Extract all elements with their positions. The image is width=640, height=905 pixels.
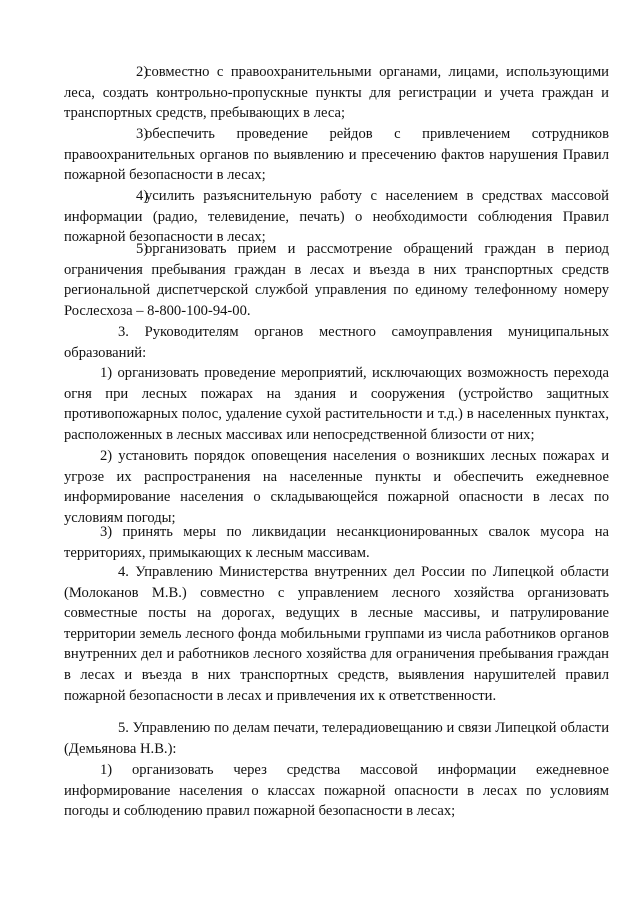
section-3-item-3 [64,522,609,563]
item-number: 5) [136,241,149,257]
item-number: 2) [136,64,149,80]
item-text: совместно с правоохранительными органами, лицами, использующими леса, создать контрольно-пропускные пункты для регистрации и учета граждан и транспортных средств, пребывающих в леса; [64,64,609,122]
item-2 [64,62,609,124]
item-3 [64,124,609,186]
item-number: 4) [136,188,149,204]
section-4 [64,562,609,706]
section-5-heading [64,718,609,759]
item-text: 3) принять меры по ликвидации несанкционированных свалок мусора на территориях, примыкающих к лесным массивам. [64,524,609,561]
item-5 [64,239,609,321]
section-3-item-1 [64,363,609,445]
item-text: 1) организовать через средства массовой информации ежедневное информирование населения о классах пожарной опасности в лесах по условиям погоды и соблюдению правил пожарной безопасности в лесах; [64,762,609,820]
item-text: организовать прием и рассмотрение обращений граждан в период ограничения пребывания граждан в лесах и въезда в них транспортных средств региональной диспетчерской службой управления по единому телефонному номеру Рослесхоза – 8-800-100-94-00. [64,241,609,319]
item-text: 1) организовать проведение мероприятий, исключающих возможность перехода огня при лесных пожарах на здания и сооружения (устройство защитных противопожарных полос, удаление сухой растительности и т.д.) в населенных пунктах, расположенных в лесных массивах или непосредственной близости от них; [64,365,609,443]
item-text: 2) установить порядок оповещения населения о возникших лесных пожарах и угрозе их распространения на населенные пункты и обеспечить ежедневное информирование населения о складывающейся пожарной опасности в лесах по условиям погоды; [64,448,609,526]
section-3-heading [64,322,609,363]
item-text: усилить разъяснительную работу с населением в средствах массовой информации (радио, телевидение, печать) о необходимости соблюдения Правил пожарной безопасности в лесах; [64,188,609,246]
section-5-item-1 [64,760,609,822]
item-number: 3) [136,126,149,142]
section-text: 3. Руководителям органов местного самоуправления муниципальных образований: [64,324,609,361]
section-text: 5. Управлению по делам печати, телерадиовещанию и связи Липецкой области (Демьянова Н.В.): [64,720,609,757]
section-text: 4. Управлению Министерства внутренних дел России по Липецкой области (Молоканов М.В.) совместно с управлением лесного хозяйства организовать совместные посты на дорогах, ведущих в лесные массивы, и патрулирование территории земель лесного фонда мобильными группами из числа работников органов внутренних дел и работников лесного хозяйства для ограничения пребывания граждан в лесах и въезда в них транспортных средств, выявления нарушителей правил пожарной безопасности в лесах и привлечения их к ответственности. [64,564,609,704]
item-text: обеспечить проведение рейдов с привлечением сотрудников правоохранительных органов по выявлению и пресечению фактов нарушения Правил пожарной безопасности в лесах; [64,126,609,184]
section-3-item-2 [64,446,609,528]
